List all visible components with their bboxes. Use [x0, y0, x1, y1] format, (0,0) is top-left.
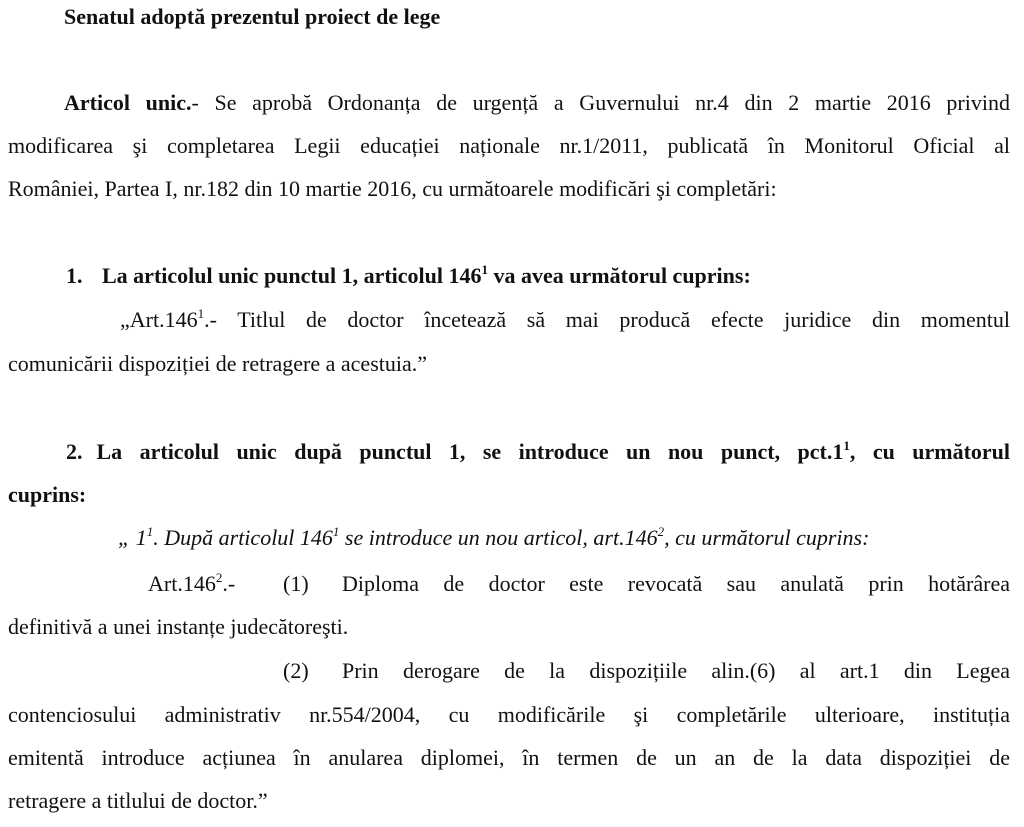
intro-line-2 — [8, 131, 1010, 161]
alin2-number — [283, 656, 309, 686]
alin2-line-4 — [8, 786, 268, 816]
intro-line-3 — [8, 174, 777, 204]
alin2-number-text: (2) — [283, 658, 309, 683]
point1-number: 1. — [66, 263, 83, 288]
alin2-text: Prin derogare de la dispozițiile alin.(6) al art.1 din Legea — [342, 658, 1010, 683]
point1-quote-b: .- Titlul de doctor încetează să mai producă efecte juridice din momentul — [204, 307, 1010, 332]
point2-ital-sup1: 1 — [146, 524, 154, 539]
point1-quote-a: „Art.146 — [120, 307, 198, 332]
intro-text-1: - Se aprobă Ordonanța de urgență a Guvernului nr.4 din 2 martie 2016 privind — [191, 90, 1010, 115]
intro-text-2: modificarea şi completarea Legii educației naționale nr.1/2011, publicată în Monitorul Oficial al — [8, 133, 1010, 158]
alin2-text-3: emitentă introduce acțiunea în anularea diplomei, în termen de un an de la data dispoziției de — [8, 745, 1010, 770]
point1-title-b: va avea următorul cuprins: — [488, 263, 751, 288]
point2-number: 2. — [66, 439, 83, 464]
intro-line-1 — [64, 88, 1010, 118]
alin1-number-text: (1) — [283, 571, 309, 596]
alin2-text-4: retragere a titlului de doctor.” — [8, 788, 268, 813]
point2-ital-c: se introduce un nou articol, art.146 — [339, 525, 658, 550]
point2-title-b: , cu următorul — [849, 439, 1011, 464]
alin1-line-1 — [342, 569, 1010, 599]
point1-quote-text-2: comunicării dispoziției de retragere a acestuia.” — [8, 351, 428, 376]
alin2-line-2 — [8, 700, 1010, 730]
art-text-b: .- — [222, 571, 236, 596]
point1-title-sup: 1 — [481, 262, 489, 277]
alin1-number — [283, 569, 309, 599]
alin2-line-3 — [8, 743, 1010, 773]
point2-ital-sup3: 2 — [657, 524, 665, 539]
alin1-text-2: definitivă a unei instanțe judecătoreşti. — [8, 614, 349, 639]
heading-text: Senatul adoptă prezentul proiect de lege — [64, 4, 441, 29]
point2-title — [66, 437, 1010, 467]
point2-title-text-2: cuprins: — [8, 482, 87, 507]
point2-ital-a: „ 1 — [118, 525, 147, 550]
point2-title-line-2 — [8, 480, 86, 510]
intro-text-3: României, Partea I, nr.182 din 10 martie 2016, cu următoarele modificări şi completări: — [8, 176, 777, 201]
point2-ital-b: . După articolul 146 — [153, 525, 333, 550]
article-label: Articol unic. — [64, 90, 192, 115]
art-text-a: Art.146 — [148, 571, 216, 596]
point1-quote-sup: 1 — [197, 306, 205, 321]
point2-ital-d: , cu următorul cuprins: — [664, 525, 870, 550]
point2-title-a: La articolul unic după punctul 1, se introduce un nou punct, pct.1 — [96, 439, 844, 464]
alin1-line-2 — [8, 612, 348, 642]
point1-title — [66, 261, 751, 291]
art-label — [148, 569, 235, 599]
point2-ital-sup2: 1 — [332, 524, 340, 539]
alin2-line-1 — [342, 656, 1010, 686]
point1-quote-line-2 — [8, 349, 427, 379]
alin2-text-2: contenciosului administrativ nr.554/2004, cu modificările şi completările ulterioare, instituția — [8, 702, 1010, 727]
page-heading — [64, 2, 440, 32]
alin1-text: Diploma de doctor este revocată sau anulată prin hotărârea — [342, 571, 1010, 596]
point1-title-a: La articolul unic punctul 1, articolul 146 — [102, 263, 482, 288]
point1-quote-line-1 — [120, 305, 1010, 335]
point2-italic-intro — [118, 523, 869, 553]
art-sup: 2 — [215, 570, 223, 585]
point2-title-sup: 1 — [843, 438, 850, 453]
